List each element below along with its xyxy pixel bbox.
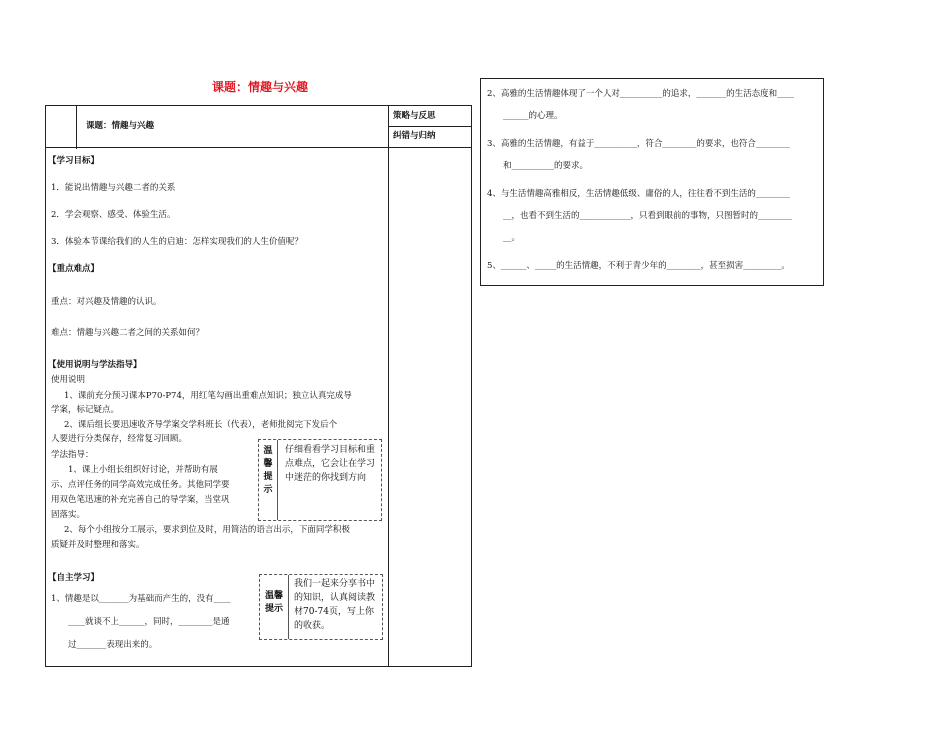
goal-item: 1．能说出情趣与兴趣二者的关系 bbox=[51, 183, 176, 193]
self-study-heading: 【自主学习】 bbox=[48, 573, 100, 583]
tip-label-divider bbox=[277, 440, 278, 520]
self-study-line: 1、情趣是以_______为基础而产生的，没有____ bbox=[51, 594, 231, 604]
goal-item: 2．学会观察、感受、体验生活。 bbox=[51, 210, 176, 220]
tip-label-divider bbox=[288, 575, 289, 639]
method-sub: 学法指导： bbox=[51, 450, 94, 460]
side-column-divider bbox=[388, 106, 389, 666]
usage-sub: 使用说明 bbox=[51, 375, 86, 385]
right-line: __，也看不到生活的____________，只看到眼前的事物，只图暂时的________ bbox=[503, 211, 793, 221]
header-divider bbox=[46, 147, 471, 148]
usage-line: 2、课后组长要迅速收齐导学案交学科班长（代表），老师批阅完下发后个 bbox=[64, 420, 338, 430]
right-table bbox=[480, 78, 824, 286]
method-line: 质疑并及时整理和落实。 bbox=[51, 540, 145, 550]
page-title: 课题：情趣与兴趣 bbox=[211, 80, 308, 94]
key-point: 重点：对兴趣及情趣的认识。 bbox=[51, 297, 162, 307]
right-line: 5、______、_____的生活情趣，不利于青少年的________，甚至损害_________。 bbox=[487, 261, 790, 271]
method-line: 2、每个小组按分工展示，要求到位及时，用简洁的语言出示，下面同学积极 bbox=[64, 525, 350, 535]
method-line: 用双色笔迅速的补充完善自己的导学案，当堂巩 bbox=[51, 495, 230, 505]
side-header-correction: 纠错与归纳 bbox=[393, 131, 436, 141]
warm-tip-label-2: 温馨 提示 bbox=[264, 591, 283, 614]
usage-heading: 【使用说明与学法指导】 bbox=[48, 360, 142, 370]
usage-line: 学案，标记疑点。 bbox=[51, 405, 120, 415]
method-line: 固落实。 bbox=[51, 510, 86, 520]
left-column-divider bbox=[76, 106, 77, 149]
side-header-strategy: 策略与反思 bbox=[393, 111, 436, 121]
self-study-line: ____就谈不上______，同时，________是通 bbox=[68, 617, 230, 627]
right-line: 和__________的要求。 bbox=[503, 161, 589, 171]
right-line: ______的心理。 bbox=[503, 111, 563, 121]
topic-label: 课题：情趣与兴趣 bbox=[86, 121, 155, 131]
self-study-line: 过_______表现出来的。 bbox=[68, 640, 158, 650]
key-heading: 【重点难点】 bbox=[48, 264, 100, 274]
goal-item: 3．体验本节课给我们的人生的启迪：怎样实现我们的人生价值呢？ bbox=[51, 237, 303, 247]
right-line: 3、高雅的生活情趣，有益于__________，符合________的要求，也符合________ bbox=[487, 139, 790, 149]
usage-line: 1、课前充分预习课本P70-P74，用红笔勾画出重难点知识；独立认真完成导 bbox=[64, 391, 352, 401]
method-line: 1、课上小组长组织好讨论，并帮助有展 bbox=[68, 465, 218, 475]
side-header-divider bbox=[388, 126, 471, 127]
right-line: __。 bbox=[503, 233, 521, 243]
warm-tip-label: 温 馨 提 示 bbox=[263, 446, 273, 495]
warm-tip-text: 仔细看看学习目标和重点难点，它会让在学习中迷茫的你找到方向 bbox=[285, 445, 376, 483]
warm-tip-box bbox=[258, 439, 382, 521]
left-table bbox=[45, 105, 472, 667]
right-line: 2、高雅的生活情趣体现了一个人对__________的追求，_______的生活态度和____ bbox=[487, 89, 795, 99]
right-line: 4、与生活情趣高雅相反，生活情趣低级、庸俗的人，往往看不到生活的________ bbox=[487, 189, 790, 199]
usage-line: 人要进行分类保存，经常复习回顾。 bbox=[51, 434, 188, 444]
warm-tip-box-2 bbox=[259, 574, 383, 640]
warm-tip-text-2: 我们一起来分享书中的知识，认真阅读教材70-74页，写上你的收获。 bbox=[294, 579, 376, 631]
method-line: 示、点评任务的同学高效完成任务。其他同学要 bbox=[51, 480, 230, 490]
difficult-point: 难点：情趣与兴趣二者之间的关系如何？ bbox=[51, 328, 205, 338]
goals-heading: 【学习目标】 bbox=[48, 156, 100, 166]
